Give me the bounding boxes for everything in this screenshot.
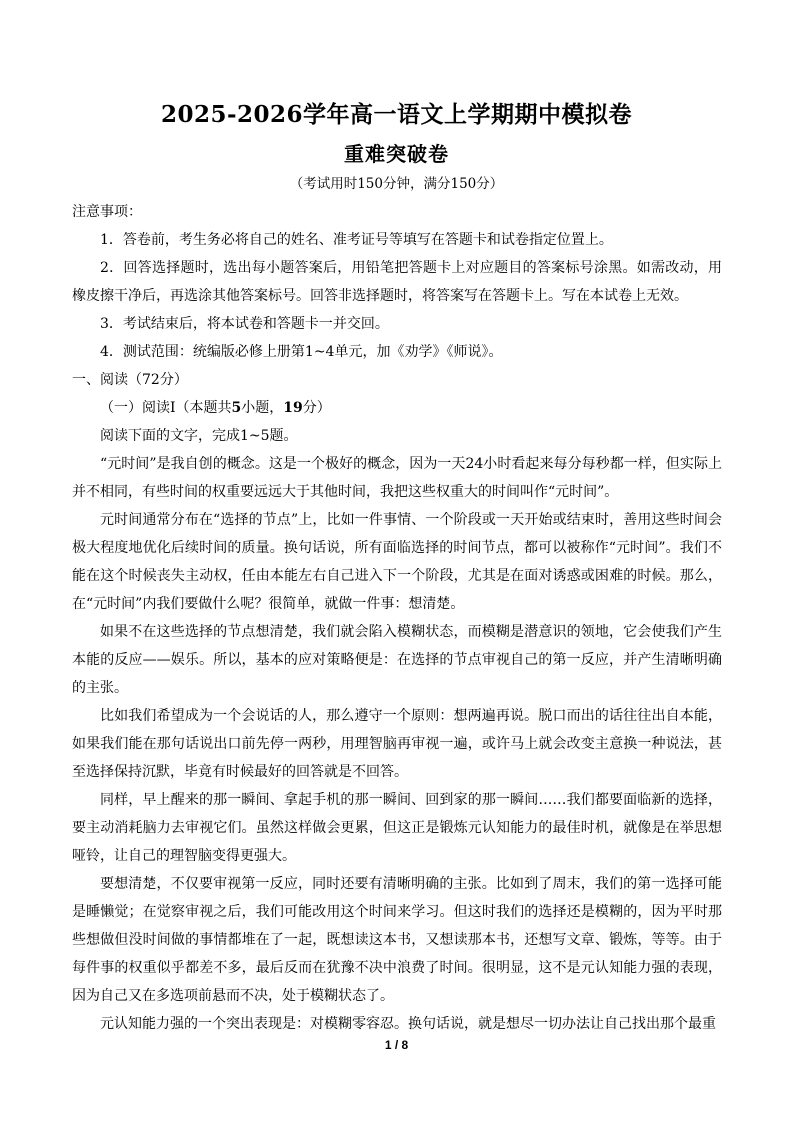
passage-paragraph: 同样，早上醒来的那一瞬间、拿起手机的那一瞬间、回到家的那一瞬间……我们都要面临新的选择，要主动消耗脑力去审视它们。虽然这样做会更累，但这正是锻炼元认知能力的最佳时机，就像是在举思想哑铃，让自己的理智脑变得更强大。 xyxy=(72,792,722,864)
reading-instruction: 阅读下面的文字，完成1~5题。 xyxy=(100,428,298,444)
exam-content xyxy=(72,198,722,1038)
passage-paragraph: 元认知能力强的一个突出表现是：对模糊零容忍。换句话说，就是想尽一切办法让自己找出那个最重 xyxy=(100,1016,716,1032)
passage-paragraph: 如果不在这些选择的节点想清楚，我们就会陷入模糊状态，而模糊是潜意识的领地，它会使我们产生本能的反应——娱乐。所以，基本的应对策略便是：在选择的节点审视自己的第一反应，并产生清晰明确的主张。 xyxy=(72,624,722,696)
total-points: 19 xyxy=(283,400,303,416)
subsection-prefix: （一）阅读Ⅰ（本题共 xyxy=(100,400,232,416)
exam-title: 2025-2026学年高一语文上学期期中模拟卷 xyxy=(160,101,633,128)
subsection-heading xyxy=(72,394,722,422)
notice-item: 1．答卷前，考生务必将自己的姓名、准考证号等填写在答题卡和试卷指定位置上。 xyxy=(100,232,613,248)
passage-paragraph: 元时间通常分布在“选择的节点”上，比如一件事情、一个阶段或一天开始或结束时，善用这些时间会极大程度地优化后续时间的质量。换句话说，所有面临选择的时间节点，都可以被称作“元时间”。我们不能在这个时候丧失主动权，任由本能左右自己进入下一个阶段，尤其是在面对诱惑或困难的时候。那么，在“元时间”内我们要做什么呢？很简单，就做一件事：想清楚。 xyxy=(72,512,722,612)
passage-paragraph: “元时间”是我自创的概念。这是一个极好的概念，因为一天24小时看起来每分每秒都一样，但实际上并不相同，有些时间的权重要远远大于其他时间，我把这些权重大的时间叫作“元时间”。 xyxy=(72,456,722,500)
passage-paragraph: 比如我们希望成为一个会说话的人，那么遵守一个原则：想两遍再说。脱口而出的话往往出自本能，如果我们能在那句话说出口前先停一两秒，用理智脑再审视一遍，或许马上就会改变主意换一种说法，甚至选择保持沉默，毕竟有时候最好的回答就是不回答。 xyxy=(72,708,722,780)
notice-item: 2．回答选择题时，选出每小题答案后，用铅笔把答题卡上对应题目的答案标号涂黑。如需改动，用橡皮擦干净后，再选涂其他答案标号。回答非选择题时，将答案写在答题卡上。写在本试卷上无效。 xyxy=(72,260,722,304)
subsection-middle: 小题， xyxy=(241,400,284,416)
question-count: 5 xyxy=(231,400,242,416)
notice-item: 3．考试结束后，将本试卷和答题卡一并交回。 xyxy=(100,316,389,332)
subsection-suffix: 分） xyxy=(302,400,331,416)
exam-time-info: （考试用时150分钟，满分150分） xyxy=(289,176,504,192)
notice-heading: 注意事项： xyxy=(72,204,142,220)
exam-subtitle: 重难突破卷 xyxy=(344,142,449,166)
passage-paragraph: 要想清楚，不仅要审视第一反应，同时还要有清晰明确的主张。比如到了周末，我们的第一选择可能是睡懒觉；在觉察审视之后，我们可能改用这个时间来学习。但这时我们的选择还是模糊的，因为平时那些想做但没时间做的事情都堆在了一起，既想读这本书，又想读那本书，还想写文章、锻炼，等等。由于每件事的权重似乎都差不多，最后反而在犹豫不决中浪费了时间。很明显，这不是元认知能力强的表现，因为自己又在多选项前悬而不决，处于模糊状态了。 xyxy=(72,876,722,1004)
notice-item: 4．测试范围：统编版必修上册第1~4单元，加《劝学》《师说》。 xyxy=(100,344,503,360)
section-heading: 一、阅读（72分） xyxy=(72,372,188,388)
page-number: 1 / 8 xyxy=(384,1038,409,1052)
